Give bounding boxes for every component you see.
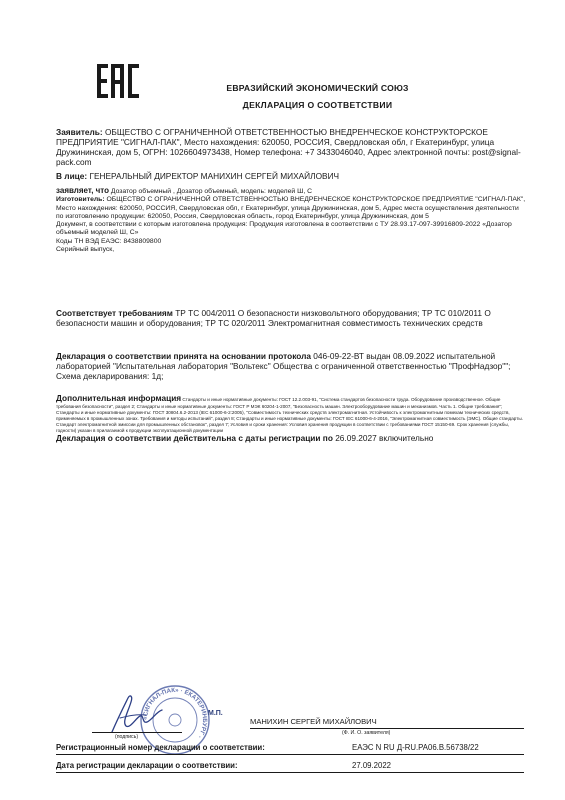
declares-line (56, 186, 526, 196)
registration-number-label: Регистрационный номер декларации о соответствии: (56, 743, 265, 752)
product-section (56, 186, 526, 254)
document-basis: Документ, в соответствии с которым изготовлена продукция: Продукция изготовлена в соответствии с ТУ 28.93.17-097-39916809-2022 «Дозатор объемный моделей Ш, С» (56, 221, 512, 237)
applicant-section (56, 127, 526, 167)
manufacturer-text: ОБЩЕСТВО С ОГРАНИЧЕННОЙ ОТВЕТСТВЕННОСТЬЮ ВНЕДРЕНЧЕСКОЕ КОНСТРУКТОРСКОЕ ПРЕДПРИЯТИЕ "СИГНАЛ-ПАК", Место нахождения: 620050, РОССИЯ, Свердловская обл, г Екатеринбург, улица Дружининская, дом 5, Адрес места осуществления деятельности по изготовлению продукции: 620050, Россия, Свердловская область, город Екатеринбург, улица Дружининская, дом 5 (56, 196, 526, 220)
requirements-text: ТР ТС 004/2011 О безопасности низковольтного оборудования; ТР ТС 010/2011 О безопасности машин и оборудования; ТР ТС 020/2011 Электромагнитная совместимость технических средств (56, 308, 491, 329)
person-text: ГЕНЕРАЛЬНЫЙ ДИРЕКТОР МАНИХИН СЕРГЕЙ МИХАЙЛОВИЧ (87, 171, 340, 181)
product-text: Дозатор объемный , Дозатор объемный, модель: моделей Ш, С (109, 188, 313, 195)
customs-codes: Коды ТН ВЭД ЕАЭС: 8438809800 (56, 237, 162, 245)
name-caption: (Ф. И. О. заявителя) (342, 730, 391, 736)
requirements-section (56, 308, 526, 328)
union-title: ЕВРАЗИЙСКИЙ ЭКОНОМИЧЕСКИЙ СОЮЗ (226, 83, 409, 93)
eac-logo-icon (96, 62, 140, 100)
person-section (56, 171, 526, 181)
protocol-text: 046-09-22-ВТ выдан 08.09.2022 испытательной лабораторией "Испытательная лаборатория "Вольтекс" Общества с ограниченной ответственностью "ПрофНадзор""; Схема декларирования: 1д; (56, 351, 511, 382)
person-label: В лице: (56, 171, 88, 181)
seal-mark-label: М.П. (208, 710, 223, 717)
manufacturer-label: Изготовитель: (56, 196, 105, 204)
manufacturer-line (56, 196, 526, 221)
protocol-section (56, 351, 526, 381)
registration-date-line (56, 772, 524, 773)
registration-date-label: Дата регистрации декларации о соответствии: (56, 761, 238, 770)
batch-type: Серийный выпуск, (56, 245, 115, 253)
additional-info-section (56, 393, 526, 434)
validity-label: Декларация о соответствии действительна с даты регистрации по (56, 433, 333, 443)
signature-line (92, 732, 182, 733)
additional-info-text: Стандарты и иные нормативные документы: ГОСТ 12.2.003-91, "Система стандартов безопасности труда. Оборудование производственное. Общие требования безопасности", раздел 2; Стандарты и иные нормативные документы: ГОСТ Р МЭК 60204-1-2007, "Безопасность машин. Электрооборудование машин и механизмов. Часть 1. Общие требования"; Стандарты и иные нормативные документы: ГОСТ 30804.6.2-2013 (IEC 61000-6-2:2005), "Совместимость технических средств электромагнитная. Устойчивость к электромагнитным помехам технических средств, применяемых в промышленных зонах. Требования и методы испытаний", раздел 8; Стандарты и иные нормативные документы: ГОСТ IEC 61000-6-4-2016, "Электромагнитная совместимость (ЭМС). Общие стандарты. Стандарт электромагнитной эмиссии для промышленных обстановок", раздел 7; Условия и сроки хранения: Условия хранения продукции в соответствии с требованиями ГОСТ 15150-69. Срок хранения (службы, годности) указан в прилагаемой к продукции эксплуатационной документации (56, 397, 523, 433)
seal-ring-text: «СИГНАЛ-ПАК» · ЕКАТЕРИНБУРГ · (141, 686, 209, 740)
declares-label: заявляет, что (56, 186, 109, 195)
protocol-label: Декларация о соответствии принята на основании протокола (56, 351, 311, 361)
applicant-label: Заявитель: (56, 127, 103, 137)
document-title: ДЕКЛАРАЦИЯ О СООТВЕТСТВИИ (242, 100, 393, 110)
applicant-text: ОБЩЕСТВО С ОГРАНИЧЕННОЙ ОТВЕТСТВЕННОСТЬЮ ВНЕДРЕНЧЕСКОЕ КОНСТРУКТОРСКОЕ ПРЕДПРИЯТИЕ "СИГНАЛ-ПАК", Место нахождения: 620050, РОССИЯ, Свердловская обл, г Екатеринбург, улица Дружининская, дом 5, ОГРН: 1026604973438, Номер телефона: +7 3433046040, Адрес электронной почты: post@signal-pack.com (56, 127, 521, 168)
signature-caption: (подпись) (115, 734, 139, 740)
name-line (250, 728, 524, 729)
registration-date-value: 27.09.2022 (352, 761, 392, 770)
validity-text: 26.09.2027 включительно (332, 433, 434, 443)
signature-icon (100, 688, 170, 738)
requirements-label: Соответствует требованиям (56, 308, 173, 318)
signer-name: МАНИХИН СЕРГЕЙ МИХАЙЛОВИЧ (250, 717, 377, 726)
registration-number-line (56, 754, 524, 755)
additional-info-label: Дополнительная информация (56, 393, 182, 403)
validity-section (56, 433, 526, 443)
registration-number-value: ЕАЭС N RU Д-RU.PA06.B.56738/22 (352, 743, 479, 752)
